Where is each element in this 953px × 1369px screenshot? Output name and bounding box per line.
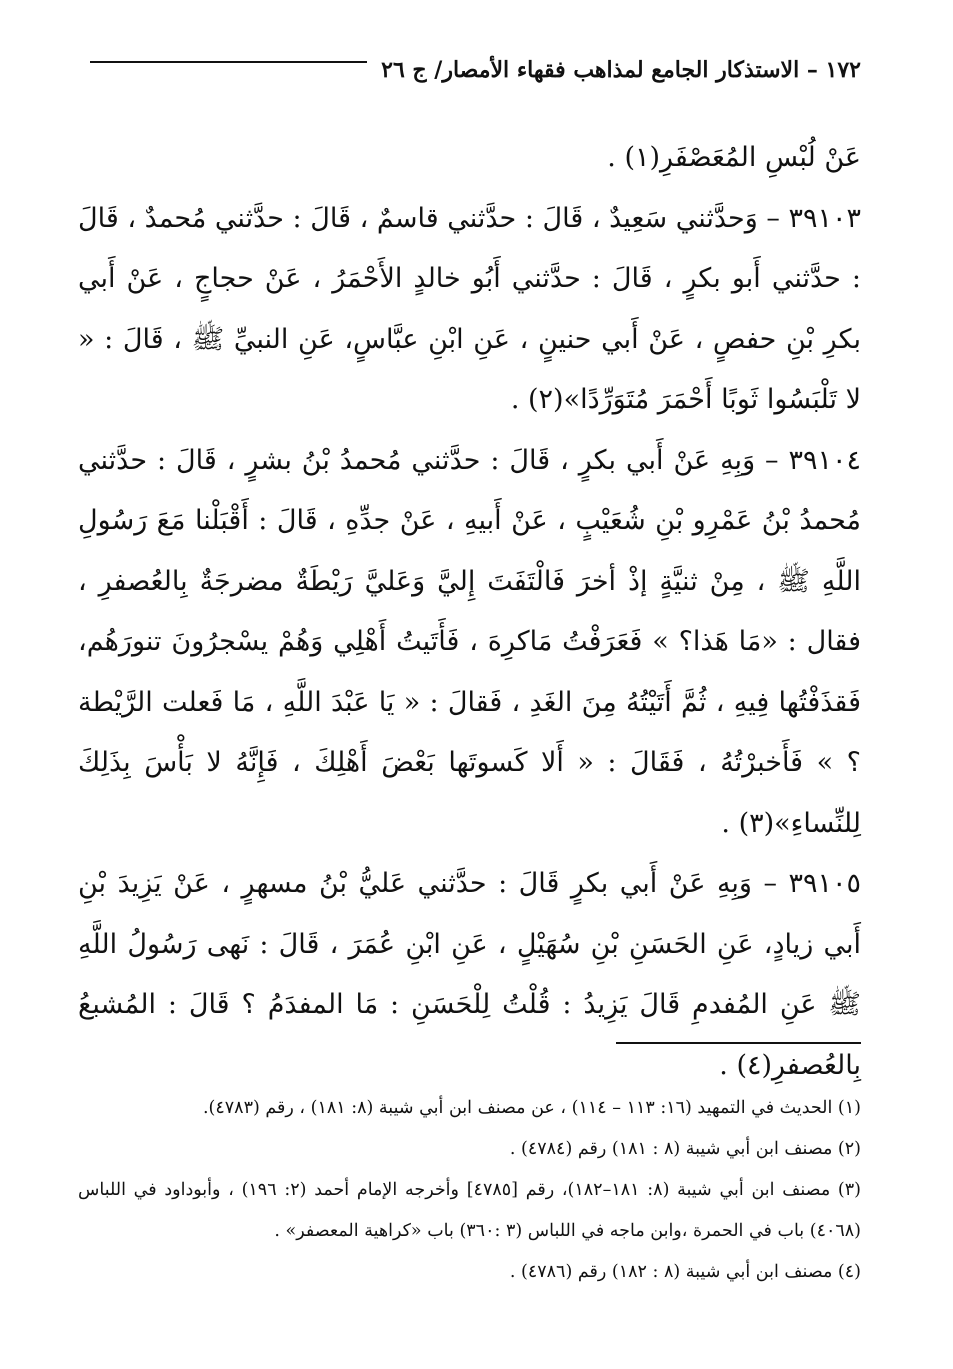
- header-title: ١٧٢ – الاستذكار الجامع لمذاهب فقهاء الأمصار/ ج ٢٦: [381, 57, 861, 83]
- paragraph-39104: ٣٩١٠٤ – وَبِهِ عَنْ أَبي بكرٍ ، قَالَ : حدَّثني مُحمدُ بْنُ بشرٍ ، قَالَ : حدَّثني مُحمدُ بْنُ عَمْرِو بْنِ شُعَيْبٍ ، عَنْ أَبيهِ ، عَنْ جدِّهِ ، قَالَ : أَقْبَلْنا مَعَ رَسُولِ اللَّهِ ﷺ ، مِنْ ثنيَّةٍ إذْ أخرَ فَالْتَفَتَ إِليَّ وَعَليَّ رَيْطَةٌ مضرجَةٌ بِالعُصفرِ ، فقال : «مَا هَذا؟ » فَعَرَفْتُ مَاكرِهَ ، فَأَتَيتُ أَهْلِي وَهُمْ يسْجرُونَ تنورَهُم، فَقذَفْتُها فِيهِ ، ثُمَّ أَتَيْتُهُ مِنَ الغَدِ ، فَقالَ : « يَا عَبْدَ اللَّهِ ، مَا فَعلت الرَّيْطة ؟ » فَأَخبرْتُهُ ، فَقَالَ : « أَلا كَسوتَها بَعْضَ أَهْلِكَ ، فَإِنَّهُ لا بَأْسَ بِذَلِكَ لِلنِّساءِ»(٣) .: [78, 444, 861, 839]
- header-rule: [90, 61, 367, 63]
- footnote-2: (٢) مصنف ابن أبي شيبة (٨ : ١٨١) رقم (٤٧٨٤) .: [509, 1139, 861, 1159]
- paragraph-39105: ٣٩١٠٥ – وَبِهِ عَنْ أَبي بكرٍ قَالَ : حدَّثني عَليُّ بْنُ مسهرٍ ، عَنْ يَزِيدَ بْنِ أَبي زيادٍ، عَنِ الحَسَنِ بْنِ سُهَيْلٍ ، عَنِ ابْنِ عُمَرَ ، قَالَ : نَهى رَسُولُ اللَّهِ ﷺ عَنِ المُفدمِ قَالَ يَزِيدُ : قُلْتُ لِلْحَسَنِ : مَا المفدَمُ ؟ قَالَ : المُشبعُ بِالعُصفرِ(٤) .: [78, 868, 861, 1081]
- footnotes: [78, 1088, 861, 1293]
- footnote-1: (١) الحديث في التمهيد (١٦: ١١٣ – ١١٤) ، عن مصنف ابن أبي شيبة (٨: ١٨١) ، رقم (٤٧٨٣).: [202, 1098, 861, 1118]
- footnote-separator: [616, 1042, 861, 1044]
- running-header: [90, 52, 861, 88]
- paragraph-continuation: عَنْ لُبْسِ المُعَصْفَرِ(١) .: [607, 142, 861, 173]
- paragraph-39103: ٣٩١٠٣ – وَحدَّثني سَعِيدٌ ، قَالَ : حدَّثني قاسمٌ ، قَالَ : حدَّثني مُحمدٌ ، قَالَ : حدَّثني أَبو بكرٍ ، قَالَ : حدَّثني أَبُو خالدٍ الأَحْمَرُ ، عَنْ حجاجٍ ، عَنْ أَبي بكرِ بْنِ حفصٍ ، عَنْ أَبي حنينٍ ، عَنِ ابْنِ عبَّاسٍ، عَنِ النبيِّ ﷺ ، قَالَ : « لا تَلْبَسُوا ثَوبًا أَحْمَرَ مُتَوَرِّدًا»(٢) .: [78, 202, 861, 415]
- footnote-3: (٣) مصنف ابن أبي شيبة (٨: ١٨١–١٨٢)، رقم [٤٧٨٥] وأخرجه الإمام أحمد (٢: ١٩٦) ، وأبوداود في اللباس (٤٠٦٨) باب في الحمرة ،وابن ماجه في اللباس (٣ :٣٦٠) باب «كراهية المعصفر» .: [78, 1180, 861, 1241]
- footnote-4: (٤) مصنف ابن أبي شيبة (٨ : ١٨٢) رقم (٤٧٨٦) .: [509, 1262, 861, 1282]
- main-text: [78, 128, 861, 1096]
